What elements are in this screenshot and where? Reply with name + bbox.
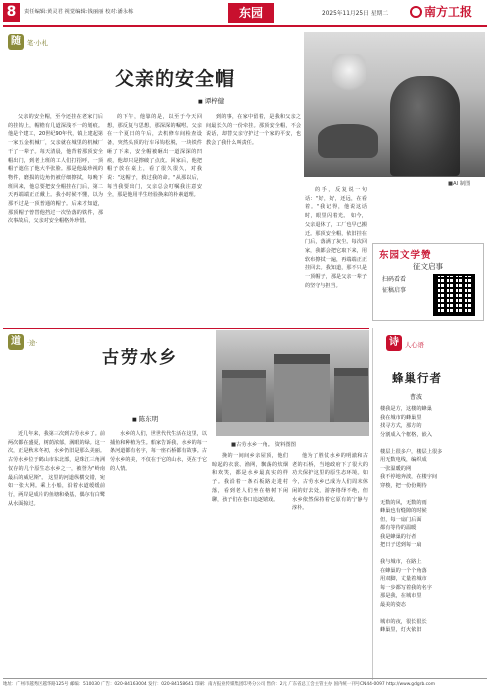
poem-line	[380, 609, 485, 618]
column-badge: 随	[8, 34, 24, 50]
poem-line: 最美的姿态	[380, 601, 406, 608]
editors-line: 责任编辑:黄灵君 视觉编辑:钱丽丽 校对:潘永栋	[24, 9, 134, 15]
building-shape	[274, 354, 330, 426]
poem-title: 蜂巢行者	[392, 371, 442, 385]
poem-line: 都有等待的温暖	[380, 525, 417, 531]
article-column-1: 父亲的安全帽，至今还挂在老家门后的挂钩上，帽檐有几道深浅不一的划痕。 他是个建工，20世纪90年代，镇上建起第一家五金机械厂，父亲就在城里的机械厂干了一辈子。每天清晨，他背着那顶安全帽出门，到老上班的工人们打招呼，一顶帽子遮住了他大半张脸。那是他最珍视的物件，磨损的边角仍被仔细擦拭，每晚下班回来，他总要把安全帽挂在门后，第二天再端端正正戴上。我小时候不懂，以为那不过是一顶普通的帽子。后来才知道，那顶帽子曾替他挡过一次坠落的铁件，那次事故后，父亲对安全帽格外珍惜。	[8, 114, 103, 225]
poem-line: 蜂巢里，灯火依旧	[380, 627, 422, 633]
building-shape	[222, 370, 266, 424]
article-photo	[304, 32, 485, 177]
poem-line: 一张温暖的网	[380, 465, 412, 472]
footer-rule	[3, 678, 487, 679]
promo-title: 东园文学赞	[379, 250, 432, 261]
article-column-3: 到的事，在家中留着，是我和父亲之间最长久的一份牵挂。那顶安全帽，不会说话，却替父亲守护过一个家的平安，也教会了我什么叫责任。	[206, 114, 301, 147]
promo-line-1: 扫码看看	[382, 276, 407, 283]
poem-line: 楼我是方，这楼的蜂巢	[380, 406, 432, 412]
poem-line	[380, 490, 485, 499]
poem-badge: 诗	[386, 335, 402, 351]
article-title-2: 古劳水乡	[102, 348, 178, 368]
article-photo-2	[216, 330, 369, 436]
poem-line: 每一步都写着我的名字	[380, 584, 432, 591]
section-rule	[3, 328, 369, 329]
logo-icon	[410, 6, 422, 18]
figure-shape	[390, 76, 460, 176]
poem-line: 分割成入个框格，嵌入	[380, 431, 432, 438]
article2-column-3: 挽的一间间乡亲屋顶，他们晾起的衣裳、渔网，飘荡的炊烟和欢笑，都是水乡最真实的样子。我沿着一条石板路走进村落，看到老人们坐在榕树下闲聊，孩子们在巷口追逐嬉戏。	[212, 453, 288, 503]
poem-line: 用无数电线，编织成	[380, 457, 427, 463]
section-title: 东园	[228, 3, 274, 23]
column-divider	[372, 328, 373, 680]
poem-body	[380, 405, 485, 635]
article-title: 父亲的安全帽	[114, 68, 235, 90]
qr-code[interactable]	[433, 274, 475, 316]
poem-line: 在蜂巢的一个个角落	[380, 567, 427, 574]
article2-column-4: 他为了胜仗水乡的明澈和古老的石桥，当地政府下了很大的功夫保护这里的原生态环境。如今，古劳水乡已成为人们周末休闲的好去处，游客络绎不绝，但水乡依然保持着它原有的宁静与淳朴。	[292, 453, 368, 512]
article2-column-1: 近几年来，我第三次到古劳水乡了。前两次都在盛夏，树荫浓郁，满眼的绿。这一次，正是秋末冬初，水乡仍旧是那么美丽。古劳水乡位于鹤山市东北部，是珠江三角洲仅存的几个原生态水乡之一，被誉为"岭南最后的威尼斯"。 这里的河道纵横交错，宛如一张大网。乘上小船，沿着水道缓缓前行，两岸是成片的鱼塘和桑基，偶尔有白鹭从水面掠过。	[8, 431, 105, 507]
promo-box	[372, 243, 484, 321]
newspaper-logo	[410, 3, 472, 20]
object-shape	[318, 124, 378, 158]
column-sub: 笔·小札	[27, 40, 48, 47]
column-sub-2: ·途·	[27, 340, 38, 347]
issue-date: 2025年11月25日 星期二	[322, 11, 389, 17]
poem-line: 找寻方式，那方的	[380, 423, 422, 429]
poem-line: 城市的夜，很长很长	[380, 618, 427, 625]
poem-line: 我与城市，在路上	[380, 559, 422, 565]
article2-column-2: 水乡的人们，世世代代生活在这里，以捕鱼和种植为生。船家告诉我，水乡的每一条河道都有名字，每一座石桥都有故事。古劳水乡的美，不仅在于它的山水，更在于它的人情。	[110, 431, 207, 472]
lamp-shape	[332, 54, 366, 94]
poem-line: 穿梭，把一份份期待	[380, 482, 427, 489]
poem-line	[380, 439, 485, 448]
poem-line: 无数的风，无数的雨	[380, 499, 427, 506]
poem-author: 曹波	[410, 394, 423, 401]
building-shape	[334, 368, 368, 428]
poem-line: 我是蜂巢的行者	[380, 533, 417, 540]
poem-line: 我在城市的蜂巢里	[380, 414, 422, 421]
logo-text: 南方工报	[424, 5, 473, 19]
column-badge-2: 道	[8, 334, 24, 350]
promo-line-2: 征稿启事	[382, 287, 407, 294]
article-author-2: ■ 陈东明	[132, 414, 158, 423]
header-rule	[3, 25, 487, 27]
poem-column-sub: 人心语	[405, 342, 424, 349]
footer-info: 地址：广州市越秀区越华路125号 邮编：510030 广告：020-84163004 发行：020-84158641 印刷：南方报业传媒集团印务分公司 售价：2元 广东省总工会主管主办 国内统一刊号CN44-0097 http://www.gdgrb.com	[3, 682, 436, 687]
poem-line: 把日子送到每一扇	[380, 542, 422, 548]
article-column-2: 的下午，他靠的是，以至于今天回想，那反复与思想，那深深的嘱咐。父亲在一个夏日的午后，去机修车间检查设备，突然头顶的行车吊钩松脱，一块铁件砸了下来，安全帽被砸出一道深深的凹痕，他却只是擦破了点皮。回家后，他把帽子放在桌上，看了很久很久，对我说："这帽子，救过我的命。"从那以后，每当我要出门，父亲总会叮嘱我注意安全，那是他用半生经验换来的朴素道理。	[107, 114, 202, 199]
promo-subtitle: 征文启事	[413, 262, 443, 271]
photo-credit: ■AI 制图	[448, 181, 471, 187]
poem-line: 我不停地奔波，在楼宇间	[380, 474, 438, 480]
page-header	[0, 0, 490, 26]
poem-line: 蜂巢也有缝隙的时候	[380, 508, 427, 514]
photo-caption: ■古劳水乡一角。 资料图图	[231, 442, 296, 448]
poem-line	[380, 550, 485, 559]
water-shape	[216, 422, 369, 436]
poem-line: 但，每一扇门后面	[380, 516, 422, 523]
poem-line: 那是我，在城市里	[380, 593, 422, 599]
poem-line: 用双脚，丈量着城市	[380, 576, 427, 582]
poem-line: 楼层上很多户，楼层上很多	[380, 448, 443, 455]
article-column-4: 的手，反复说一句话："好，好，还远，在看着。"我记得，他说这话时，眼里闪着光。 如今，父亲退休了，工厂也早已搬迁。那顶安全帽，依旧挂在门后，落满了灰尘。每次回家，我都会把它取下来，用软布擦拭一遍，再端端正正挂回去。我知道，那不只是一顶帽子，那是父亲一辈子的坚守与担当。	[305, 187, 367, 289]
article-author: ■ 谭梓健	[198, 96, 224, 105]
page-number: 8	[3, 3, 20, 22]
